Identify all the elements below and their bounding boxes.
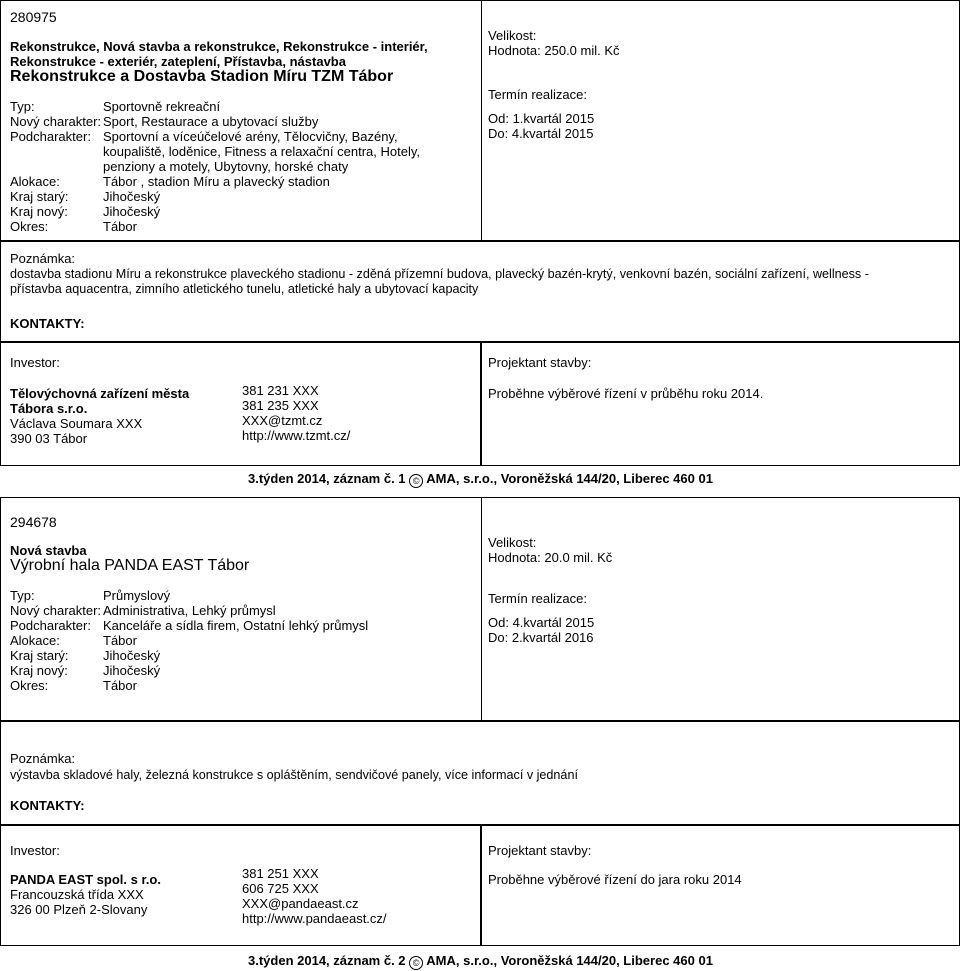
- label-podcharakter: Podcharakter:: [10, 129, 91, 144]
- value-okres: Tábor: [103, 678, 137, 693]
- label-novy-charakter: Nový charakter:: [10, 603, 102, 618]
- investor-phone: 606 725 XXX: [242, 881, 319, 896]
- projektant-text: Proběhne výběrové řízení do jara roku 2014: [488, 872, 742, 887]
- termin-od: Od: 1.kvartál 2015: [488, 111, 595, 126]
- termin-do: Do: 2.kvartál 2016: [488, 630, 594, 645]
- label-okres: Okres:: [10, 678, 49, 693]
- value-kraj-novy: Jihočeský: [103, 204, 161, 219]
- label-podcharakter: Podcharakter:: [10, 618, 91, 633]
- investor-name: [10, 386, 189, 446]
- poznamka-text-2: přístavba aquacentra, zimního atletického tunelu, atletické haly a ubytovací kapacity: [10, 282, 479, 296]
- investor-address-line: 326 00 Plzeň 2-Slovany: [10, 902, 148, 917]
- record-categories: Nová stavba: [10, 543, 87, 558]
- projektant-label: Projektant stavby:: [488, 355, 592, 370]
- investor-website: http://www.tzmt.cz/: [242, 428, 351, 443]
- investor-name: [10, 872, 161, 917]
- value-kraj-novy: Jihočeský: [103, 663, 161, 678]
- record-id: 294678: [10, 514, 57, 530]
- value-typ: Průmyslový: [103, 588, 171, 603]
- record-title: Rekonstrukce a Dostavba Stadion Míru TZM Tábor: [10, 68, 394, 85]
- poznamka-text: dostavba stadionu Míru a rekonstrukce plaveckého stadionu - zděná přízemní budova, plavecký bazén-krytý, venkovní bazén, sociální zařízení, wellness -: [10, 267, 869, 281]
- record-attributes: [10, 588, 368, 693]
- value-novy-charakter: Administrativa, Lehký průmysl: [103, 603, 276, 618]
- value-podcharakter: Sportovní a víceúčelové arény, Tělocvičny, Bazény,: [103, 129, 398, 144]
- value-kraj-stary: Jihočeský: [103, 189, 161, 204]
- velikost-label: Velikost:: [488, 535, 537, 550]
- velikost-label: Velikost:: [488, 28, 537, 43]
- value-podcharakter-3: penziony a motely, Ubytovny, horské chaty: [103, 159, 349, 174]
- copyright-icon: ©: [409, 956, 423, 970]
- label-novy-charakter: Nový charakter:: [10, 114, 102, 129]
- investor-website: http://www.pandaeast.cz/: [242, 911, 387, 926]
- hodnota-value: Hodnota: 20.0 mil. Kč: [488, 550, 613, 565]
- investor-address-line: Václava Soumara XXX: [10, 416, 143, 431]
- termin-label: Termín realizace:: [488, 87, 587, 102]
- investor-name-line: Tělovýchovná zařízení města: [10, 386, 190, 401]
- investor-contacts: [242, 383, 350, 443]
- value-alokace: Tábor , stadion Míru a plavecký stadion: [103, 174, 330, 189]
- value-novy-charakter: Sport, Restaurace a ubytovací služby: [103, 114, 319, 129]
- poznamka-label: Poznámka:: [10, 751, 76, 766]
- record-footer: [248, 471, 713, 488]
- value-podcharakter-2: koupaliště, loděnice, Fitness a relaxační centra, Hotely,: [103, 144, 420, 159]
- label-typ: Typ:: [10, 99, 35, 114]
- poznamka-label: Poznámka:: [10, 251, 76, 266]
- investor-label: Investor:: [10, 843, 60, 858]
- record-footer: [248, 953, 713, 970]
- value-alokace: Tábor: [103, 633, 137, 648]
- label-kraj-novy: Kraj nový:: [10, 663, 68, 678]
- label-kraj-novy: Kraj nový:: [10, 204, 68, 219]
- termin-label: Termín realizace:: [488, 591, 587, 606]
- termin-od: Od: 4.kvartál 2015: [488, 615, 595, 630]
- investor-name-line: PANDA EAST spol. s r.o.: [10, 872, 161, 887]
- investor-address-line: 390 03 Tábor: [10, 431, 88, 446]
- investor-phone: 381 235 XXX: [242, 398, 319, 413]
- investor-contacts: [242, 866, 387, 926]
- investor-name-line: Tábora s.r.o.: [10, 401, 88, 416]
- investor-email: XXX@pandaeast.cz: [242, 896, 359, 911]
- footer-company: AMA, s.r.o., Voroněžská 144/20, Liberec 460 01: [426, 953, 713, 968]
- value-podcharakter: Kanceláře a sídla firem, Ostatní lehký průmysl: [103, 618, 369, 633]
- record-attributes: [10, 99, 420, 234]
- footer-company: AMA, s.r.o., Voroněžská 144/20, Liberec 460 01: [426, 471, 713, 486]
- label-typ: Typ:: [10, 588, 35, 603]
- record-size-box: [481, 497, 960, 721]
- copyright-icon: ©: [409, 474, 423, 488]
- kontakty-label: KONTAKTY:: [10, 798, 85, 813]
- label-alokace: Alokace:: [10, 174, 60, 189]
- value-kraj-stary: Jihočeský: [103, 648, 161, 663]
- termin-do: Do: 4.kvartál 2015: [488, 126, 594, 141]
- record-categories: Rekonstrukce, Nová stavba a rekonstrukce, Rekonstrukce - interiér,: [10, 39, 428, 54]
- value-typ: Sportovně rekreační: [103, 99, 221, 114]
- footer-week: 3.týden 2014, záznam č. 2: [248, 953, 406, 968]
- footer-week: 3.týden 2014, záznam č. 1: [248, 471, 406, 486]
- record-title: Výrobní hala PANDA EAST Tábor: [10, 557, 250, 574]
- value-okres: Tábor: [103, 219, 137, 234]
- investor-label: Investor:: [10, 355, 60, 370]
- poznamka-text: výstavba skladové haly, železná konstrukce s opláštěním, sendvičové panely, více informací v jednání: [10, 768, 578, 782]
- investor-address-line: Francouzská třída XXX: [10, 887, 144, 902]
- projektant-label: Projektant stavby:: [488, 843, 592, 858]
- record-categories-2: Rekonstrukce - exteriér, zateplení, Přístavba, nástavba: [10, 54, 346, 69]
- projektant-text: Proběhne výběrové řízení v průběhu roku 2014.: [488, 386, 764, 401]
- investor-email: XXX@tzmt.cz: [242, 413, 323, 428]
- label-okres: Okres:: [10, 219, 49, 234]
- record-id: 280975: [10, 9, 57, 25]
- label-kraj-stary: Kraj starý:: [10, 648, 69, 663]
- label-alokace: Alokace:: [10, 633, 60, 648]
- investor-phone: 381 231 XXX: [242, 383, 319, 398]
- label-kraj-stary: Kraj starý:: [10, 189, 69, 204]
- hodnota-value: Hodnota: 250.0 mil. Kč: [488, 43, 620, 58]
- kontakty-label: KONTAKTY:: [10, 316, 85, 331]
- investor-phone: 381 251 XXX: [242, 866, 319, 881]
